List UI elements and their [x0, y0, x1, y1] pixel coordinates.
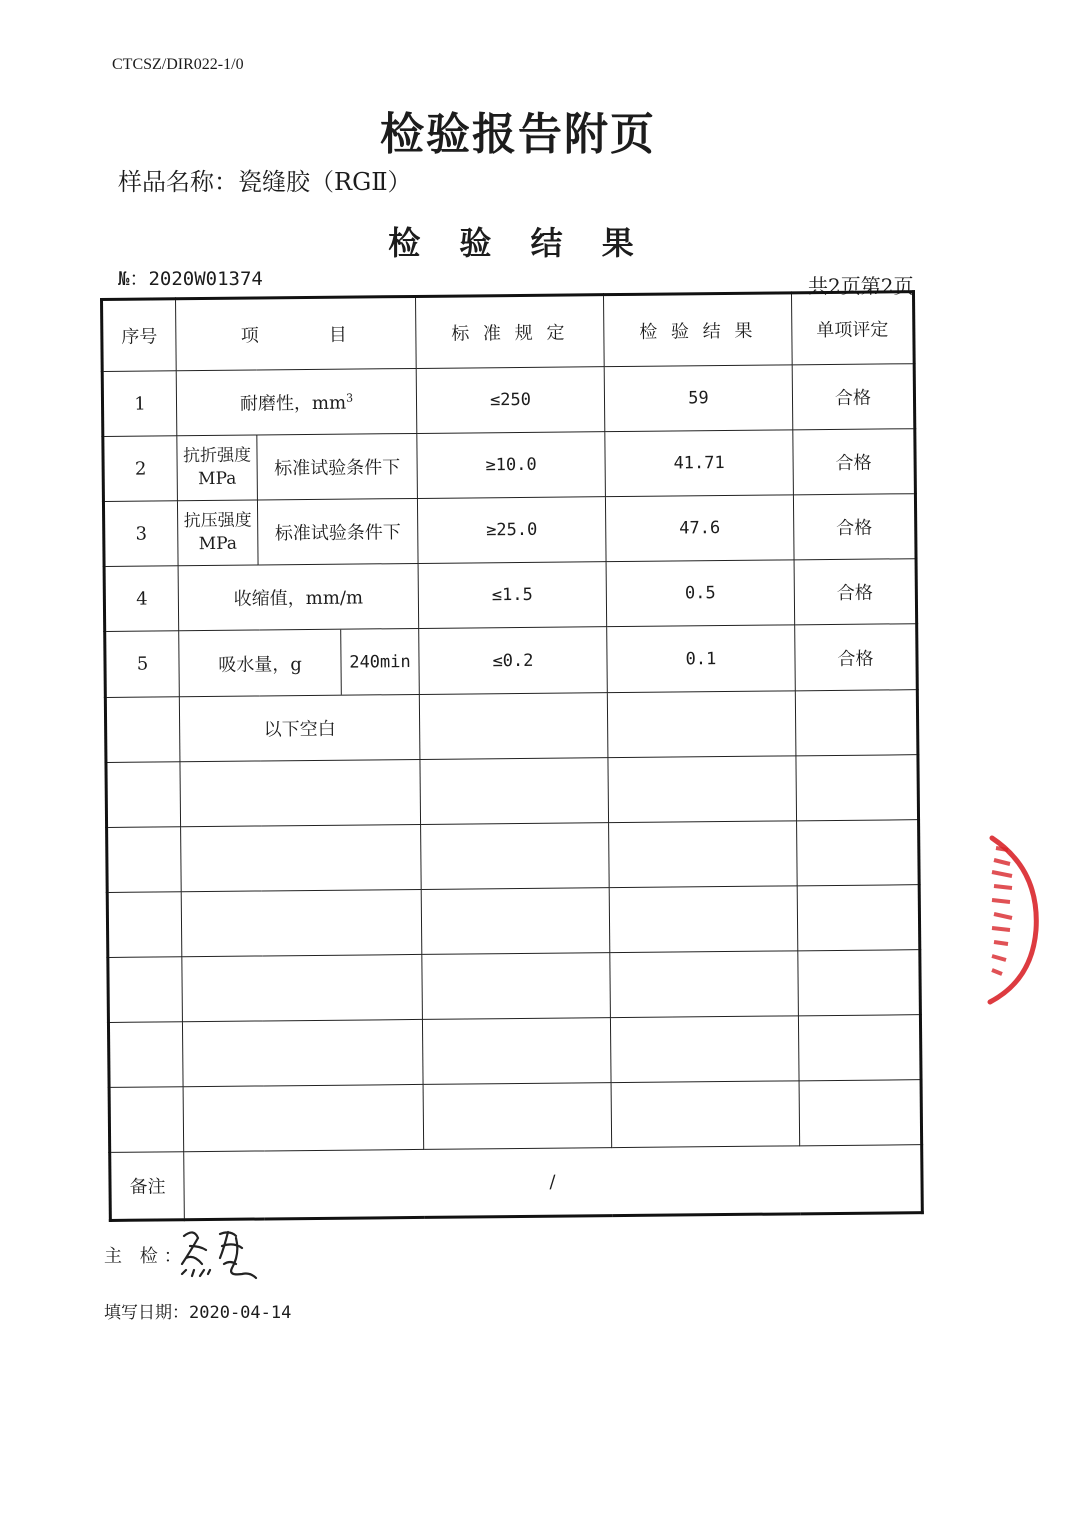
row-result: 0.1: [607, 625, 796, 693]
row-item-superscript: 3: [345, 391, 354, 405]
row-item-sub: 标准试验条件下: [257, 433, 418, 500]
report-title: 检验报告附页: [380, 109, 656, 160]
header-standard: 标 准 规 定: [415, 295, 604, 369]
row-seq: 2: [103, 436, 178, 502]
sample-name-label: 样品名称：: [118, 168, 238, 196]
remark-row: [110, 1145, 923, 1221]
row-verdict: 合格: [793, 494, 916, 560]
row-seq: 3: [103, 501, 178, 567]
results-table: [100, 290, 924, 1222]
table-row: [104, 559, 917, 632]
row-standard: ≤250: [416, 367, 605, 434]
fill-date-label: 填写日期：: [104, 1303, 189, 1323]
row-seq: 4: [104, 566, 179, 632]
row-item: [176, 368, 417, 435]
table-row: [103, 494, 916, 567]
header-seq: 序号: [102, 299, 177, 372]
remark-value: /: [184, 1145, 923, 1220]
row-verdict: 合格: [793, 429, 916, 495]
results-subtitle: 检 验 结 果: [388, 224, 648, 262]
table-header-row: [102, 292, 915, 372]
inspector-label: 主 检：: [104, 1246, 188, 1267]
blank-cell: [105, 697, 180, 763]
table-row-empty: [108, 950, 921, 1023]
report-number: №：2020W01374: [118, 268, 263, 290]
results-table-wrapper: [100, 290, 929, 1236]
row-item-sub: 240min: [349, 651, 411, 673]
row-item-main-line1: 抗折强度: [182, 445, 252, 467]
header-verdict: 单项评定: [791, 292, 914, 365]
row-result: 59: [604, 365, 793, 432]
table-row-empty: [106, 755, 919, 828]
fill-date-line: [104, 1298, 291, 1323]
row-standard: ≤0.2: [419, 627, 608, 695]
table-row-empty: [108, 1015, 921, 1088]
official-seal-stamp: [968, 830, 1048, 1010]
fill-date-value: 2020-04-14: [189, 1303, 292, 1323]
row-item-main-line2: MPa: [198, 468, 237, 490]
row-verdict: 合格: [795, 624, 918, 691]
document-code: CTCSZ/DIR022-1/0: [112, 56, 244, 73]
row-verdict: 合格: [794, 559, 917, 625]
header-item: 项 目: [176, 296, 417, 370]
row-item-text: 耐磨性，mm: [239, 392, 347, 415]
sample-name-value: 瓷缝胶（RGⅡ）: [238, 168, 412, 196]
row-standard: ≥25.0: [417, 497, 606, 564]
header-result: 检 验 结 果: [603, 293, 792, 367]
row-standard: ≤1.5: [418, 562, 607, 629]
row-result: 41.71: [605, 430, 794, 497]
table-row-empty: [109, 1080, 922, 1153]
row-item-main: [177, 435, 258, 501]
table-row-empty: [107, 820, 920, 893]
blank-cell: [419, 693, 608, 760]
sample-name-line: [118, 162, 412, 197]
table-row-empty: [107, 885, 920, 958]
row-standard: ≥10.0: [417, 432, 606, 499]
row-seq: 5: [105, 631, 180, 698]
table-row: [105, 624, 918, 698]
blank-cell: [795, 690, 918, 756]
blank-note: 以下空白: [179, 694, 420, 761]
table-row: [102, 364, 915, 437]
row-item-sub: 标准试验条件下: [257, 498, 418, 565]
row-item-main-line2: MPa: [198, 533, 238, 555]
signature-image: [176, 1224, 260, 1284]
row-seq: 1: [102, 371, 177, 437]
row-item-main: 吸水量，g: [179, 630, 342, 697]
row-result: 47.6: [605, 495, 794, 562]
row-result: 0.5: [606, 560, 795, 627]
row-item-main-line1: 抗压强度: [183, 510, 252, 532]
row-item-main: [177, 500, 258, 566]
row-verdict: 合格: [792, 364, 915, 430]
remark-label: 备注: [110, 1152, 185, 1221]
page-info: 共2页第2页: [808, 274, 914, 298]
row-item-split: [179, 628, 420, 696]
row-item: 收缩值，mm/m: [178, 563, 419, 630]
table-row: [103, 429, 916, 502]
table-row-blank-note: [105, 690, 918, 763]
blank-cell: [607, 691, 796, 758]
